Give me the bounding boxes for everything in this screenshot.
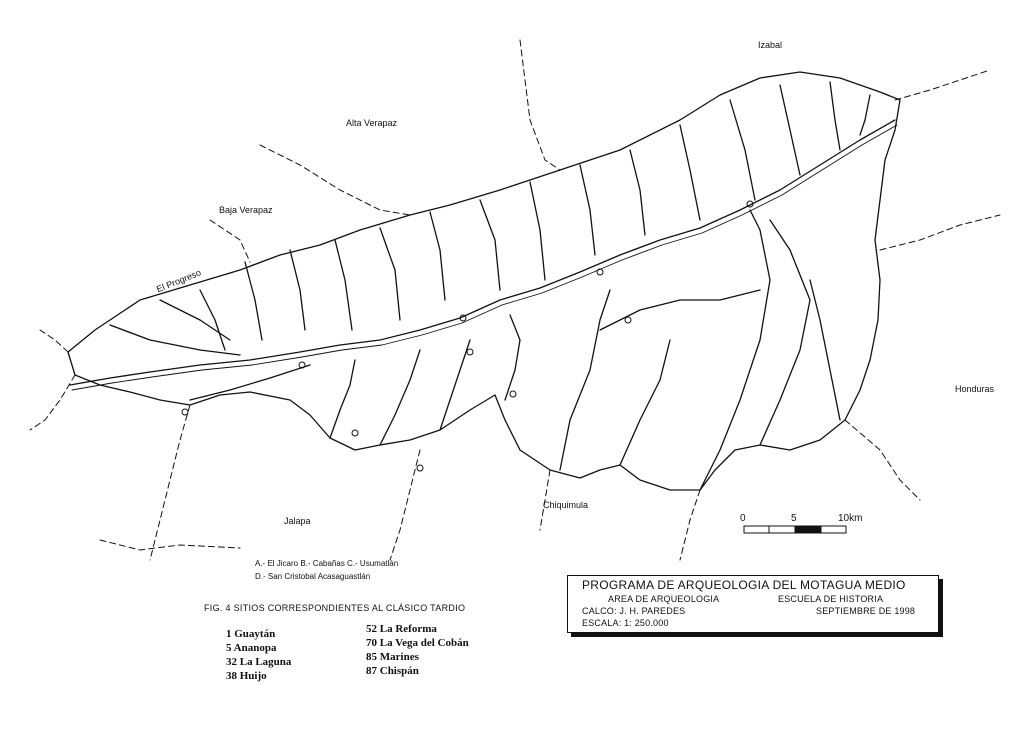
site-list-left xyxy=(226,627,291,683)
date-label: SEPTIEMBRE DE 1998 xyxy=(816,606,916,616)
scale-label-0: 0 xyxy=(740,513,746,524)
scale-label-10km: 10km xyxy=(838,513,863,524)
legend-d: D.- San Cristobal Acasaguastlán xyxy=(255,572,371,581)
site-entry: 38 Huijo xyxy=(226,670,267,682)
region-label-baja-verapaz: Baja Verapaz xyxy=(219,205,273,215)
region-label-jalapa: Jalapa xyxy=(284,516,311,526)
escala-label: ESCALA: 1: 250.000 xyxy=(582,618,669,628)
site-entry: 32 La Laguna xyxy=(226,656,292,668)
program-title: PROGRAMA DE ARQUEOLOGIA DEL MOTAGUA MEDIO xyxy=(582,578,906,592)
site-list-right xyxy=(366,622,469,678)
scale-bar xyxy=(744,526,846,533)
calco-label: CALCO: J. H. PAREDES xyxy=(582,606,686,616)
scale-label-5: 5 xyxy=(791,513,797,524)
study-area-outline xyxy=(68,72,900,490)
site-entry: 52 La Reforma xyxy=(366,623,437,635)
region-label-alta-verapaz: Alta Verapaz xyxy=(346,118,398,128)
legend-abc: A.- El Jicaro B.- Cabañas C.- Usumatlán xyxy=(255,559,399,568)
site-entry: 87 Chispán xyxy=(366,665,419,677)
site-entry: 70 La Vega del Cobán xyxy=(366,637,469,649)
region-label-el-progreso: El Progreso xyxy=(155,267,203,295)
site-entry: 85 Marines xyxy=(366,651,419,663)
region-label-izabal: Izabal xyxy=(758,40,783,50)
region-label-chiquimula: Chiquimula xyxy=(543,500,589,510)
title-box xyxy=(567,575,939,633)
department-boundary xyxy=(520,40,560,170)
area-label: AREA DE ARQUEOLOGIA xyxy=(608,594,720,604)
site-entry: 1 Guaytán xyxy=(226,628,276,640)
site-entry: 5 Ananopa xyxy=(226,642,277,654)
figure-caption: FIG. 4 SITIOS CORRESPONDIENTES AL CLÁSICO TARDIO xyxy=(204,603,466,613)
region-label-honduras: Honduras xyxy=(955,384,995,394)
motagua-river xyxy=(70,120,895,385)
school-label: ESCUELA DE HISTORIA xyxy=(778,594,884,604)
